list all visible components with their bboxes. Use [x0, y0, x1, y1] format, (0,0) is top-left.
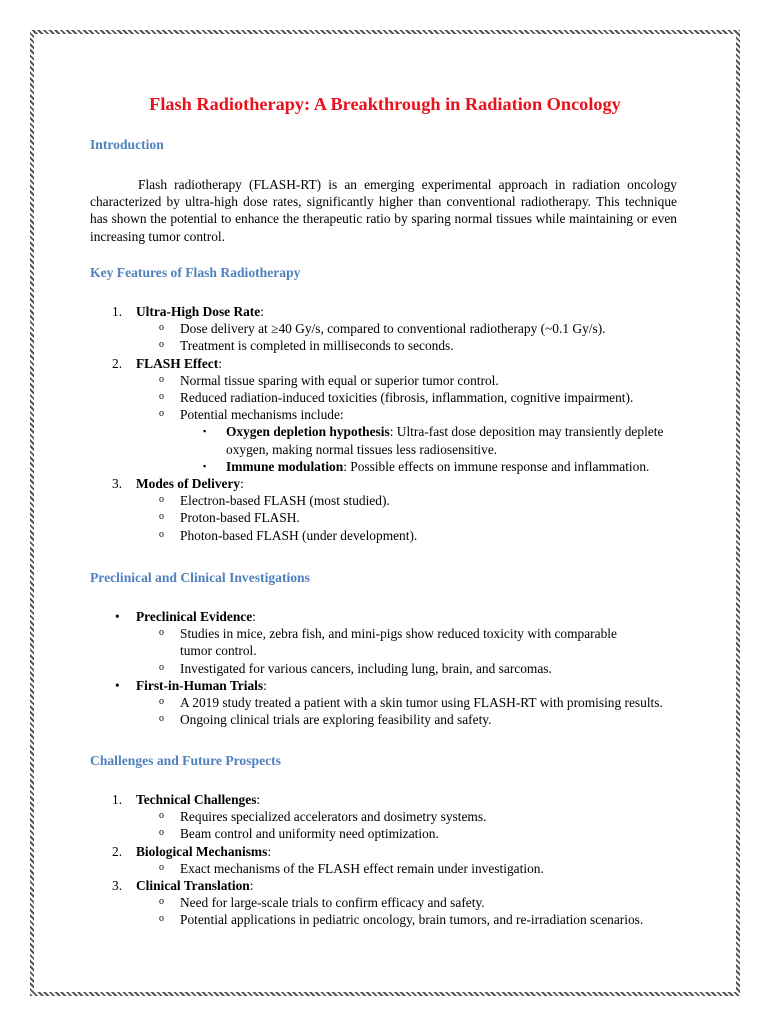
circle-bullet-icon: o	[159, 713, 164, 725]
square-bullet-icon: ▪	[203, 426, 207, 437]
list-item: • Preclinical Evidence:	[115, 609, 256, 624]
features-list	[90, 303, 730, 544]
item-label: Technical Challenges	[136, 792, 257, 807]
document-title: Flash Radiotherapy: A Breakthrough in Radiation Oncology	[149, 94, 621, 114]
list-subitem: o Normal tissue sparing with equal or superior tumor control.	[159, 372, 499, 388]
list-subitem: o A 2019 study treated a patient with a skin tumor using FLASH-RT with promising results.	[159, 695, 663, 711]
list-item: 3. Clinical Translation:	[112, 878, 254, 894]
list-subitem: o Beam control and uniformity need optimization.	[159, 826, 439, 842]
list-number: 1.	[112, 304, 123, 319]
circle-bullet-icon: o	[159, 511, 164, 523]
dot-bullet-icon: •	[115, 609, 120, 624]
list-item: 3. Modes of Delivery:	[112, 476, 244, 492]
circle-bullet-icon: o	[159, 896, 164, 908]
preclinical-list	[90, 608, 730, 728]
circle-bullet-icon: o	[159, 391, 164, 403]
challenges-list	[90, 791, 730, 929]
circle-bullet-icon: o	[159, 339, 164, 351]
item-label: Preclinical Evidence	[136, 609, 253, 624]
item-label: First-in-Human Trials	[136, 677, 264, 693]
list-number: 1.	[112, 792, 123, 807]
list-subitem: o Investigated for various cancers, including lung, brain, and sarcomas.	[159, 660, 552, 676]
item-label: Ultra-High Dose Rate	[136, 304, 261, 319]
dot-bullet-icon: •	[115, 677, 120, 693]
circle-bullet-icon: o	[159, 627, 164, 639]
heading-challenges: Challenges and Future Prospects	[90, 753, 281, 768]
circle-bullet-icon: o	[159, 322, 164, 334]
circle-bullet-icon: o	[159, 827, 164, 839]
list-subitem: o Studies in mice, zebra fish, and mini-pigs show reduced toxicity with comparable tumor control.	[159, 626, 617, 659]
list-subitem: o Ongoing clinical trials are exploring feasibility and safety.	[159, 712, 492, 728]
item-label: FLASH Effect	[136, 355, 219, 371]
list-number: 2.	[112, 355, 123, 371]
list-subitem: o Treatment is completed in milliseconds to seconds.	[159, 338, 454, 354]
circle-bullet-icon: o	[159, 661, 164, 673]
list-item: 2. Biological Mechanisms:	[112, 843, 272, 859]
list-subitem: o Need for large-scale trials to confirm efficacy and safety.	[159, 895, 485, 911]
circle-bullet-icon: o	[159, 373, 164, 385]
list-subitem: o Dose delivery at ≥40 Gy/s, compared to conventional radiotherapy (~0.1 Gy/s).	[159, 321, 606, 337]
circle-bullet-icon: o	[159, 494, 164, 506]
circle-bullet-icon: o	[159, 528, 164, 540]
item-label: Clinical Translation	[136, 878, 250, 894]
square-bullet-icon: ▪	[203, 460, 207, 471]
heading-introduction: Introduction	[90, 137, 164, 152]
circle-bullet-icon: o	[159, 810, 164, 822]
list-subsubitem: ▪ Immune modulation: Possible effects on immune response and inflammation.	[203, 458, 650, 474]
item-label: Biological Mechanisms	[136, 843, 268, 859]
intro-paragraph: Flash radiotherapy (FLASH-RT) is an emerging experimental approach in radiation oncology characterized by ultra-high dose rates, significantly higher than conventional radiotherapy. This technique has shown the potential to enhance the therapeutic ratio by sparing normal tissues while maintaining or even increasing tumor control.	[90, 177, 677, 244]
item-label: Modes of Delivery	[136, 476, 241, 492]
circle-bullet-icon: o	[159, 913, 164, 925]
list-subitem: o Requires specialized accelerators and dosimetry systems.	[159, 809, 487, 825]
list-subitem: o Electron-based FLASH (most studied).	[159, 493, 390, 509]
list-number: 3.	[112, 878, 123, 894]
circle-bullet-icon: o	[159, 861, 164, 873]
list-subitem: o Photon-based FLASH (under development).	[159, 527, 418, 543]
list-subsubitem: ▪ Oxygen depletion hypothesis: Ultra-fast dose deposition may transiently deplete oxygen, making normal tissues less radiosensitive.	[203, 424, 664, 457]
list-number: 3.	[112, 476, 123, 492]
list-subitem: o Exact mechanisms of the FLASH effect remain under investigation.	[159, 860, 544, 876]
circle-bullet-icon: o	[159, 408, 164, 420]
list-item: 1. Ultra-High Dose Rate:	[112, 304, 264, 319]
circle-bullet-icon: o	[159, 696, 164, 708]
list-item: 1. Technical Challenges:	[112, 792, 261, 807]
list-number: 2.	[112, 843, 123, 859]
list-subitem: o Potential mechanisms include:	[159, 407, 344, 423]
list-subitem: o Potential applications in pediatric oncology, brain tumors, and re-irradiation scenarios.	[159, 912, 644, 928]
list-item: 2. FLASH Effect:	[112, 355, 222, 371]
list-subitem: o Reduced radiation-induced toxicities (fibrosis, inflammation, cognitive impairment).	[159, 390, 634, 406]
list-item: • First-in-Human Trials:	[115, 677, 267, 693]
list-subitem: o Proton-based FLASH.	[159, 510, 300, 526]
heading-preclinical: Preclinical and Clinical Investigations	[90, 570, 310, 585]
heading-key-features: Key Features of Flash Radiotherapy	[90, 265, 301, 280]
